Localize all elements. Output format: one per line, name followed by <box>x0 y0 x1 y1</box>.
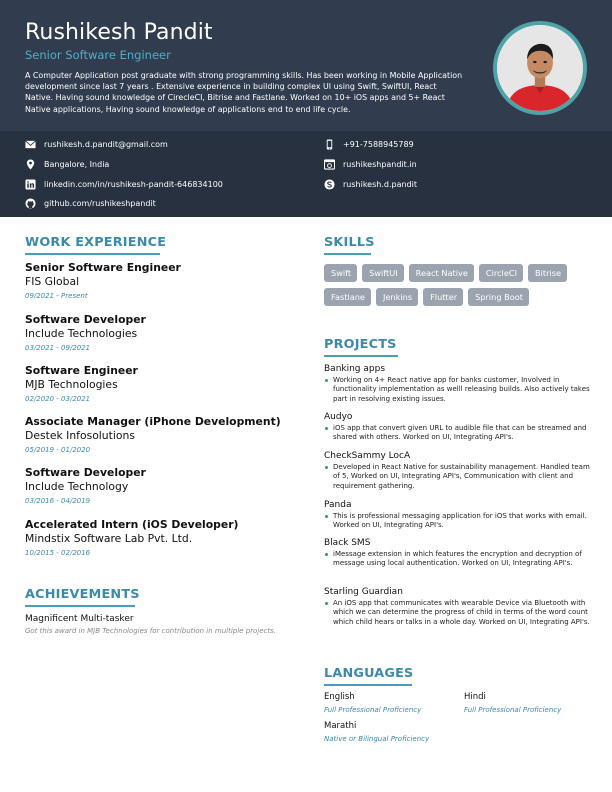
language-level: Full Professional Proficiency <box>464 706 562 714</box>
skype-icon <box>324 179 335 190</box>
language-entry <box>324 692 421 714</box>
work-entry <box>25 415 295 454</box>
skype-contact[interactable] <box>324 179 417 190</box>
project-name: Panda <box>324 500 352 510</box>
skill-tag: Spring Boot <box>468 288 529 306</box>
work-dates: 05/2019 - 01/2020 <box>25 446 91 454</box>
project-entry <box>324 364 590 404</box>
github-text: github.com/rushikeshpandit <box>44 199 156 208</box>
github-icon <box>25 198 36 209</box>
phone-text: +91-7588945789 <box>343 140 414 149</box>
project-entry <box>324 587 590 627</box>
website-contact[interactable] <box>324 159 417 170</box>
header <box>0 0 612 131</box>
work-entry <box>25 364 295 403</box>
project-entry <box>324 412 590 443</box>
work-title: Associate Manager (iPhone Development) <box>25 415 281 428</box>
work-entry <box>25 466 295 505</box>
work-experience-rule <box>25 253 160 255</box>
skills-rule <box>324 253 371 255</box>
skills-list <box>324 264 592 312</box>
skype-text: rushikesh.d.pandit <box>343 180 417 189</box>
language-name: Hindi <box>464 692 486 702</box>
website-text: rushikeshpandit.in <box>343 160 417 169</box>
work-experience-heading: WORK EXPERIENCE <box>25 235 167 250</box>
work-dates: 03/2016 - 04/2019 <box>25 497 91 505</box>
language-entry <box>324 721 429 743</box>
work-company: FIS Global <box>25 275 80 288</box>
work-title: Software Engineer <box>25 364 138 377</box>
language-entry <box>464 692 561 714</box>
summary: A Computer Application post graduate with strong programming skills. Has been working in Mobile Application development since last 7 years . Extensive experience in building complex UI using Swift, SwiftUI, React Native. Having sound knowledge of CirecleCI, Bitrise and Fastlane. Worked on 10+ iOS apps and 5+ React Native applications, Having sound knowledge of applications end to end life cycle. <box>25 71 463 114</box>
work-title: Accelerated Intern (iOS Developer) <box>25 518 239 531</box>
skill-tag: Swift <box>324 264 357 282</box>
project-description: An iOS app that communicates with wearable Device via Bluetooth with which we can determine the progress of child in terms of the word count which child hears or talks in a whole day. Worked on UI, Integrating API's. <box>324 599 590 627</box>
skill-tag: Fastlane <box>324 288 371 306</box>
languages-heading: LANGUAGES <box>324 666 414 681</box>
location-text: Bangalore, India <box>44 160 110 169</box>
avatar <box>493 21 587 115</box>
language-name: English <box>324 692 355 702</box>
projects-rule <box>324 355 398 357</box>
achievement-title: Magnificent Multi-tasker <box>25 614 134 624</box>
contact-bar <box>0 131 612 217</box>
project-entry <box>324 500 590 531</box>
languages-rule <box>324 684 412 686</box>
website-icon <box>324 159 335 170</box>
skill-tag: SwiftUI <box>362 264 404 282</box>
work-dates: 09/2021 - Present <box>25 292 88 300</box>
work-entry <box>25 518 295 557</box>
project-name: CheckSammy LocA <box>324 451 411 461</box>
project-description: This is professional messaging application for iOS that works with email. Worked on UI, Integrating API's. <box>324 512 590 531</box>
profile-photo <box>497 25 583 111</box>
location-contact <box>25 159 109 170</box>
language-level: Full Professional Proficiency <box>324 706 422 714</box>
email-contact[interactable] <box>25 139 168 150</box>
project-description: Developed in React Native for sustainability management. Handled team of 5, Worked on UI, Integrating API's, Communication with client and requirement gathering. <box>324 463 590 491</box>
skill-tag: CircleCI <box>479 264 523 282</box>
project-entry <box>324 538 590 569</box>
work-title: Senior Software Engineer <box>25 261 181 274</box>
work-entry <box>25 261 295 300</box>
skill-tag: Flutter <box>423 288 463 306</box>
email-text: rushikesh.d.pandit@gmail.com <box>44 140 168 149</box>
work-company: Include Technologies <box>25 327 138 340</box>
achievements-heading: ACHIEVEMENTS <box>25 587 140 602</box>
work-company: Include Technology <box>25 480 129 493</box>
work-dates: 10/2015 - 02/2016 <box>25 549 91 557</box>
skills-heading: SKILLS <box>324 235 375 250</box>
project-name: Banking apps <box>324 364 386 374</box>
project-name: Black SMS <box>324 538 371 548</box>
linkedin-icon <box>25 179 36 190</box>
linkedin-text: linkedin.com/in/rushikesh-pandit-646834100 <box>44 180 223 189</box>
phone-contact[interactable] <box>324 139 414 150</box>
project-entry <box>324 451 590 491</box>
skill-tag: Bitrise <box>528 264 567 282</box>
project-name: Audyo <box>324 412 353 422</box>
language-level: Native or Bilingual Proficiency <box>324 735 430 743</box>
project-description: iOS app that convert given URL to audible file that can be streamed and shared with others. Worked on UI, Integrating API's. <box>324 424 590 443</box>
work-title: Software Developer <box>25 313 146 326</box>
skill-tag: React Native <box>409 264 474 282</box>
language-name: Marathi <box>324 721 357 731</box>
location-pin-icon <box>25 159 36 170</box>
skill-tag: Jenkins <box>376 288 418 306</box>
project-description: Working on 4+ React native app for banks customer, Involved in functionality implementation as welll releasing builds. Also actively takes part in resolving existing issues. <box>324 376 590 404</box>
achievement-description: Got this award in MJB Technologies for contribution in multiple projects. <box>25 627 277 635</box>
github-contact[interactable] <box>25 198 156 209</box>
job-title: Senior Software Engineer <box>25 48 171 62</box>
candidate-name: Rushikesh Pandit <box>25 20 213 45</box>
envelope-icon <box>25 139 36 150</box>
work-dates: 02/2020 - 03/2021 <box>25 395 91 403</box>
work-company: MJB Technologies <box>25 378 118 391</box>
project-name: Starling Guardian <box>324 587 403 597</box>
work-title: Software Developer <box>25 466 146 479</box>
linkedin-contact[interactable] <box>25 179 223 190</box>
achievements-rule <box>25 605 135 607</box>
work-company: Destek Infosolutions <box>25 429 135 442</box>
phone-icon <box>324 139 335 150</box>
projects-heading: PROJECTS <box>324 337 397 352</box>
work-dates: 03/2021 - 09/2021 <box>25 344 91 352</box>
work-entry <box>25 313 295 352</box>
project-description: iMessage extension in which features the encryption and decryption of message using local authentication. Worked on UI, Integrating API's. <box>324 550 590 569</box>
work-company: Mindstix Software Lab Pvt. Ltd. <box>25 532 193 545</box>
